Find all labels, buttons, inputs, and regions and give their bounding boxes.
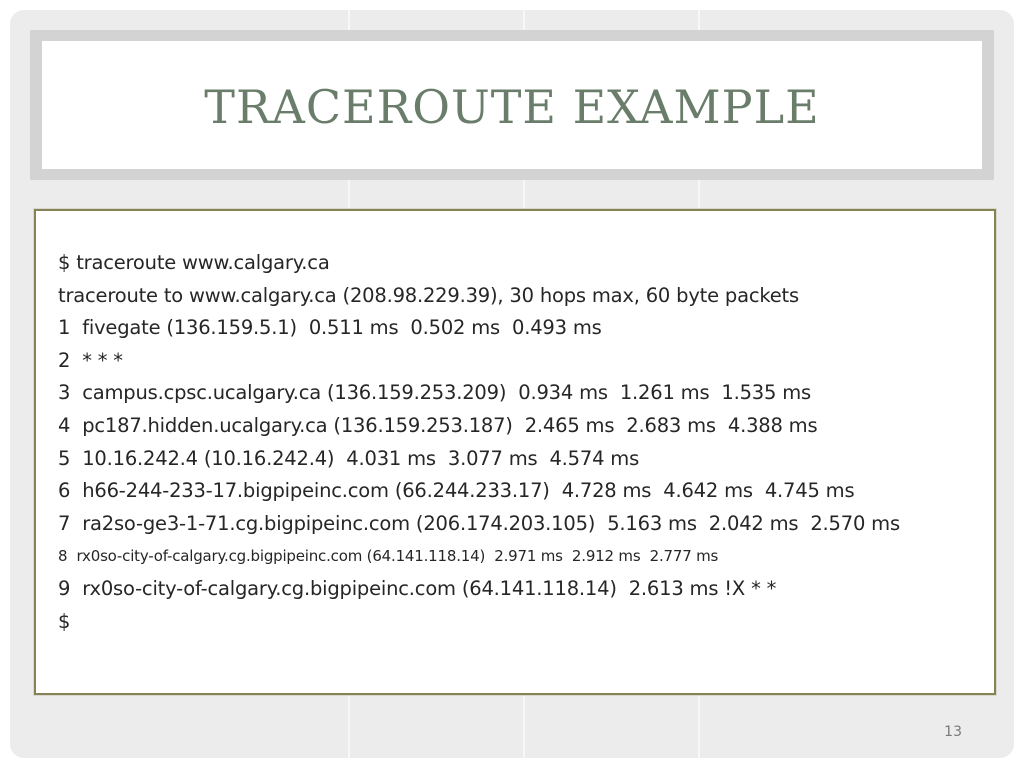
title-frame: [30, 30, 994, 180]
terminal-line-hop-5: 5 10.16.242.4 (10.16.242.4) 4.031 ms 3.077 ms 4.574 ms: [58, 446, 640, 470]
terminal-line-hop-9: 9 rx0so-city-of-calgary.cg.bigpipeinc.com (64.141.118.14) 2.613 ms !X * *: [58, 576, 777, 600]
title-box: [42, 41, 982, 169]
terminal-line-hop-7: 7 ra2so-ge3-1-71.cg.bigpipeinc.com (206.174.203.105) 5.163 ms 2.042 ms 2.570 ms: [58, 511, 900, 535]
terminal-line-hop-8: 8 rx0so-city-of-calgary.cg.bigpipeinc.com (64.141.118.14) 2.971 ms 2.912 ms 2.777 ms: [58, 547, 719, 566]
terminal-line-command: $ traceroute www.calgary.ca: [58, 251, 330, 274]
terminal-line-hop-6: 6 h66-244-233-17.bigpipeinc.com (66.244.233.17) 4.728 ms 4.642 ms 4.745 ms: [58, 479, 855, 503]
terminal-line-hop-1: 1 fivegate (136.159.5.1) 0.511 ms 0.502 ms 0.493 ms: [58, 316, 602, 340]
terminal-line-prompt: $: [58, 609, 71, 633]
page-number: 13: [944, 724, 962, 740]
slide: [10, 10, 1014, 758]
terminal-line-hop-4: 4 pc187.hidden.ucalgary.ca (136.159.253.187) 2.465 ms 2.683 ms 4.388 ms: [58, 413, 818, 437]
slide-title: TRACEROUTE EXAMPLE: [204, 80, 820, 134]
terminal-line-header: traceroute to www.calgary.ca (208.98.229.39), 30 hops max, 60 byte packets: [58, 283, 799, 307]
terminal-output: [58, 247, 984, 638]
terminal-output-box: [34, 209, 996, 695]
terminal-line-hop-3: 3 campus.cpsc.ucalgary.ca (136.159.253.209) 0.934 ms 1.261 ms 1.535 ms: [58, 381, 811, 405]
terminal-line-hop-2: 2 * * *: [58, 348, 123, 372]
